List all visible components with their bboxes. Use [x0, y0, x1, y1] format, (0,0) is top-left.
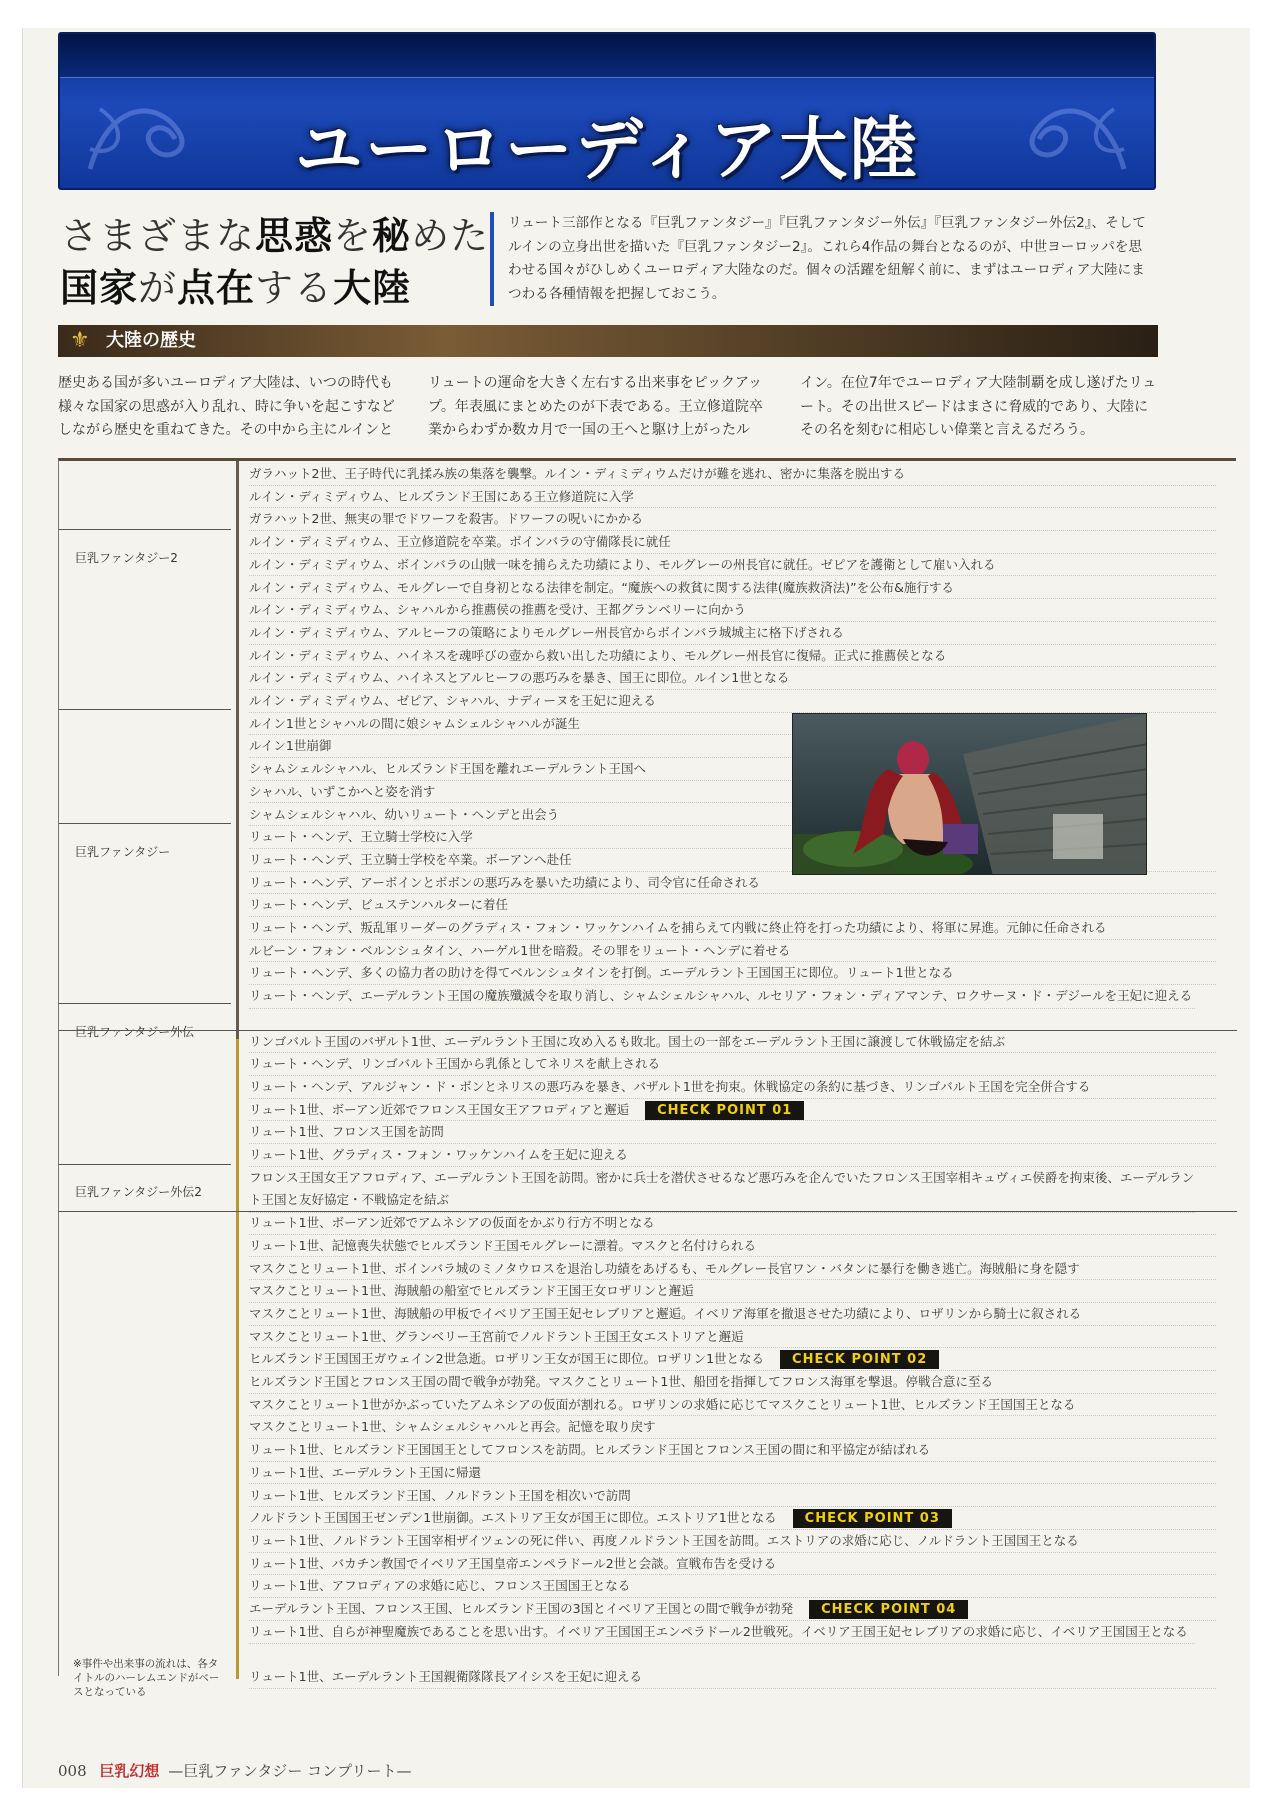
timeline-row	[249, 1462, 1216, 1485]
timeline-row-text: シャムシェルシャハル、幼いリュート・ヘンデと出会う	[249, 806, 560, 822]
timeline-row-text: ルイン・ディミディウム、シャハルから推薦侯の推薦を受け、王都グランベリーに向かう	[249, 602, 746, 618]
timeline-bar-accent	[236, 1039, 239, 1679]
check-point-badge: CHECK POINT 04	[809, 1600, 968, 1619]
timeline-row	[249, 1507, 1216, 1530]
timeline-row-text: シャムシェルシャハル、ヒルズランド王国を離れエーデルラント王国へ	[249, 761, 646, 777]
catchphrase-segment: 秘	[372, 214, 412, 258]
timeline-row-text: リュート1世、エーデルラント王国に帰還	[249, 1464, 481, 1480]
timeline-row-text: リュート・ヘンデ、王立騎士学校に入学	[249, 829, 473, 845]
lead-paragraph: リュート三部作となる『巨乳ファンタジー』『巨乳ファンタジー外伝』『巨乳ファンタジー外伝2』、そしてルインの立身出世を描いた『巨乳ファンタジー2』。これら4作品の舞台となるのが、中世ヨーロッパを思わせる国々がひしめくユーロディア大陸なのだ。個々の活躍を紐解く前に、まずはユーロディア大陸にまつわる各種情報を把握しておこう。	[490, 212, 1155, 306]
banner-top-band	[60, 34, 1154, 78]
check-point-badge: CHECK POINT 02	[780, 1350, 939, 1369]
timeline-row-text: ヒルズランド王国とフロンス王国の間で戦争が勃発。マスクことリュート1世、船団を指揮してフロンス海軍を撃退。停戦合意に至る	[249, 1374, 993, 1389]
timeline-row	[249, 1099, 1216, 1122]
check-point-badge: CHECK POINT 01	[645, 1101, 804, 1120]
timeline-row-text: ルビーン・フォン・ベルンシュタイン、ハーゲル1世を暗殺。その罪をリュート・ヘンデに着せる	[249, 942, 791, 958]
timeline-row	[249, 690, 1216, 713]
timeline-row-text: リュート・ヘンデ、叛乱軍リーダーのグラディス・フォン・ワッケンハイムを捕らえて内戦に終止符を打った功績により、将軍に昇進。元帥に任命される	[249, 920, 1107, 935]
timeline-row-text: ルイン・ディミディウム、アルヒーフの策略によりモルグレー州長官からボインバラ城城主に格下げされる	[249, 624, 844, 640]
title-banner	[58, 32, 1156, 190]
catchphrase-segment: 国家	[60, 266, 139, 310]
timeline-row	[249, 667, 1216, 690]
timeline-row-text: リュート・ヘンデ、リンゴバルト王国から乳係としてネリスを献上される	[249, 1056, 661, 1072]
timeline-row-text: リュート1世、フロンス王国を訪問	[249, 1124, 444, 1140]
timeline-row-text: リュート・ヘンデ、王立騎士学校を卒業。ボーアンへ赴任	[249, 851, 572, 867]
timeline-row-text: リュート・ヘンデ、アーボインとボボンの悪巧みを暴いた功績により、司令官に任命される	[249, 874, 760, 890]
timeline-row	[249, 1076, 1216, 1099]
timeline-row	[249, 531, 1216, 554]
catchphrase-segment: 思惑	[255, 214, 334, 258]
timeline-row	[249, 940, 1216, 963]
section-title: 大陸の歴史	[106, 330, 196, 351]
timeline-row	[249, 554, 1216, 577]
catchphrase-segment: 大陸	[333, 266, 412, 310]
catchphrase-segment: 点在	[177, 266, 256, 310]
illustration-image	[793, 714, 1147, 875]
timeline-row	[249, 1439, 1216, 1462]
intro-column-2: リュートの運命を大きく左右する出来事をピックアップ。年表風にまとめたのが下表である。王立修道院卒業からわずか数カ月で一国の王へと駆け上がったル	[428, 375, 763, 438]
timeline-row	[249, 894, 1216, 917]
timeline-row-text: マスクことリュート1世、シャムシェルシャハルと再会。記憶を取り戻す	[249, 1419, 656, 1435]
timeline-row	[249, 1348, 1216, 1371]
timeline-row	[249, 577, 1216, 600]
timeline-row-text: ルイン・ディミディウム、王立修道院を卒業。ボインバラの守備隊長に就任	[249, 534, 671, 550]
catchphrase-segment: を	[333, 214, 373, 258]
timeline-row-text: ルイン・ディミディウム、ハイネスを魂呼びの壺から救い出した功績により、モルグレー州長官に復帰。正式に推薦侯となる	[249, 647, 947, 663]
timeline-row-text: リュート・ヘンデ、ビュステンハルターに着任	[249, 897, 509, 913]
timeline-row	[249, 1235, 1216, 1258]
timeline-row	[249, 1371, 1216, 1394]
timeline-row	[249, 1553, 1216, 1576]
footer-subtitle: —巨乳ファンタジー コンプリート—	[168, 1762, 412, 1780]
timeline-row	[249, 599, 1216, 622]
timeline-row-text: リュート1世、ノルドラント王国宰相ザイツェンの死に伴い、再度ノルドラント王国を訪問。エストリアの求婚に応じ、ノルドラント王国国王となる	[249, 1532, 1079, 1548]
catchphrase-segment: さまざまな	[60, 214, 256, 258]
row-separator	[59, 1003, 231, 1004]
timeline-row	[249, 1212, 1216, 1235]
timeline-row	[249, 645, 1216, 668]
catchphrase-line-1	[60, 210, 489, 262]
timeline-row-text: マスクことリュート1世、グランベリー王宮前でノルドラント王国王女エストリアと邂逅	[249, 1328, 744, 1344]
illustration	[792, 713, 1147, 875]
timeline-row-text: ガラハット2世、王子時代に乳揉み族の集落を襲撃。ルイン・ディミディウムだけが難を逃れ、密かに集落を脱出する	[249, 466, 905, 481]
title-label: 巨乳ファンタジー外伝	[75, 1025, 195, 1039]
timeline-row	[249, 1303, 1216, 1326]
timeline-row	[249, 1598, 1216, 1621]
section-header	[58, 325, 1158, 357]
row-separator	[59, 823, 231, 824]
timeline-row-text: ガラハット2世、無実の罪でドワーフを殺害。ドワーフの呪いにかかる	[249, 511, 643, 527]
footnote: ※事件や出来事の流れは、各タイトルのハーレムエンドがベースとなっている	[73, 1658, 220, 1698]
timeline-row: フロンス王国女王アフロディア、エーデルラント王国を訪問。密かに兵士を潜伏させるなど悪巧みを企んでいたフロンス王国宰相キュヴィエ侯爵を拘束後、エーデルラント王国と友好協定・不戦協定を結ぶ	[249, 1167, 1195, 1213]
catchphrase-segment: が	[138, 266, 178, 310]
timeline-row	[249, 1485, 1216, 1508]
timeline-row	[249, 1144, 1216, 1167]
page-number: 008	[58, 1762, 87, 1780]
timeline-row	[249, 1031, 1216, 1054]
timeline-row-text: リュート1世、エーデルラント王国親衛隊隊長アイシスを王妃に迎える	[249, 1669, 642, 1685]
timeline-row	[249, 1053, 1216, 1076]
row-separator	[59, 1164, 231, 1165]
timeline-row-text: リュート1世、ボーアン近郊でアムネシアの仮面をかぶり行方不明となる	[249, 1215, 655, 1231]
timeline-row-text: リュート1世、アフロディアの求婚に応じ、フロンス王国国王となる	[249, 1578, 631, 1594]
page-footer	[58, 1760, 412, 1781]
timeline-row-text: リュート1世、ヒルズランド王国、ノルドラント王国を相次いで訪問	[249, 1487, 631, 1503]
row-separator	[59, 709, 231, 710]
title-label: 巨乳ファンタジー	[75, 845, 171, 859]
history-timeline-table	[58, 458, 1236, 1698]
timeline-row-text: リュート1世、グラディス・フォン・ワッケンハイムを王妃に迎える	[249, 1147, 628, 1162]
timeline-row	[249, 1530, 1216, 1553]
intro-column-3: イン。在位7年でユーロディア大陸制覇を成し遂げたリュート。その出世スピードはまさに脅威的であり、大陸にその名を刻むに相応しい偉業と言えるだろう。	[800, 375, 1157, 438]
timeline-row	[249, 1280, 1216, 1303]
timeline-row	[249, 1416, 1216, 1439]
row-separator	[59, 529, 231, 530]
timeline-row-text: リュート1世、ヒルズランド王国国王としてフロンスを訪問。ヒルズランド王国とフロンス王国の間に和平協定が結ばれる	[249, 1442, 931, 1458]
timeline-row-text: ノルドラント王国国王ゼンデン1世崩御。エストリア王女が国王に即位。エストリア1世となる	[249, 1510, 777, 1526]
timeline-row	[249, 463, 1216, 486]
catchphrase-segment: する	[255, 266, 334, 310]
timeline-row	[249, 1394, 1216, 1417]
timeline-row	[249, 917, 1216, 940]
timeline-row-text: エーデルラント王国、フロンス王国、ヒルズランド王国の3国とイベリア王国との間で戦争が勃発	[249, 1601, 794, 1616]
timeline-row-text: ルイン・ディミディウム、モルグレーで自身初となる法律を制定。“魔族への救貧に関する法律(魔族救済法)”を公布&施行する	[249, 579, 954, 595]
timeline-row-text: ルイン1世崩御	[249, 738, 332, 754]
timeline-row-text: マスクことリュート1世がかぶっていたアムネシアの仮面が割れる。ロザリンの求婚に応じてマスクことリュート1世、ヒルズランド王国国王となる	[249, 1396, 1076, 1412]
timeline-bar	[236, 461, 239, 1039]
timeline-row-text: リュート1世、記憶喪失状態でヒルズランド王国モルグレーに漂着。マスクと名付けられる	[249, 1237, 756, 1253]
timeline-row	[249, 962, 1216, 985]
timeline-row-text: リュート1世、バカチン教国でイベリア王国皇帝エンペラドール2世と会談。宣戦布告を受ける	[249, 1555, 777, 1571]
timeline-row: リュート1世、自らが神聖魔族であることを思い出す。イベリア王国国王エンペラドール2世戦死。イベリア王国王妃セレブリアの求婚に応じ、イベリア王国国王となる	[249, 1621, 1195, 1645]
timeline-row-text: ルイン・ディミディウム、ヒルズランド王国にある王立修道院に入学	[249, 488, 634, 504]
timeline-row-text: リュート1世、ボーアン近郊でフロンス王国女王アフロディアと邂逅	[249, 1101, 630, 1117]
timeline-row	[249, 1666, 1216, 1689]
footer-brand: 巨乳幻想	[99, 1762, 160, 1780]
timeline-row-text: ヒルズランド王国国王ガウェイン2世急逝。ロザリン王女が国王に即位。ロザリン1世となる	[249, 1351, 765, 1367]
catchphrase-line-2	[60, 262, 489, 314]
title-label: 巨乳ファンタジー外伝2	[75, 1185, 202, 1199]
catchphrase-segment: めた	[411, 214, 490, 258]
timeline-row	[249, 622, 1216, 645]
timeline-row-text: マスクことリュート1世、ボインバラ城のミノタウロスを退治し功績をあげるも、モルグレー長官ワン・バタンに暴行を働き逃亡。海賊船に身を隠す	[249, 1260, 1080, 1276]
timeline-row-text: ルイン・ディミディウム、ボインバラの山賊一味を捕らえた功績により、モルグレーの州長官に就任。ゼピアを護衛として雇い入れる	[249, 556, 996, 572]
timeline-row-text: シャハル、いずこかへと姿を消す	[249, 783, 436, 799]
timeline-row	[249, 1121, 1216, 1144]
timeline-row-text: マスクことリュート1世、海賊船の船室でヒルズランド王国王女ロザリンと邂逅	[249, 1283, 694, 1299]
catchphrase	[60, 210, 489, 314]
timeline-row-text: ルイン・ディミディウム、ゼピア、シャハル、ナディーヌを王妃に迎える	[249, 693, 656, 708]
timeline-row-text: リンゴバルト王国のバザルト1世、エーデルラント王国に攻め入るも敗北。国土の一部をエーデルラント王国に譲渡して休戦協定を結ぶ	[249, 1033, 1006, 1049]
page-title: ユーローディア大陸	[294, 110, 920, 190]
timeline-row	[249, 1258, 1216, 1281]
fleur-de-lis-icon: ⚜	[70, 328, 90, 353]
timeline-row: リュート・ヘンデ、エーデルラント王国の魔族殲滅令を取り消し、シャムシェルシャハル、ルセリア・フォン・ディアマンテ、ロクサーヌ・ド・デジールを王妃に迎える	[249, 985, 1195, 1009]
check-point-badge: CHECK POINT 03	[793, 1509, 952, 1528]
timeline-row	[249, 1575, 1216, 1598]
timeline-row-text: リュート・ヘンデ、アルジャン・ド・ボンとネリスの悪巧みを暴き、バザルト1世を拘束。休戦協定の条約に基づき、リンゴバルト王国を完全併合する	[249, 1078, 1091, 1094]
title-label: 巨乳ファンタジー2	[75, 551, 178, 565]
intro-column-1: 歴史ある国が多いユーロディア大陸は、いつの時代も様々な国家の思惑が入り乱れ、時に争いを起こすなどしながら歴史を重ねてきた。その中から主にルインと	[58, 375, 395, 438]
timeline-row-text: ルイン・ディミディウム、ハイネスとアルヒーフの悪巧みを暴き、国王に即位。ルイン1世となる	[249, 670, 790, 686]
timeline-row-text: マスクことリュート1世、海賊船の甲板でイベリア王国王妃セレブリアと邂逅。イベリア海軍を撤退させた功績により、ロザリンから騎士に叙される	[249, 1305, 1082, 1321]
timeline-row-text: ルイン1世とシャハルの間に娘シャムシェルシャハルが誕生	[249, 715, 581, 731]
timeline-row	[249, 1326, 1216, 1349]
timeline-row	[249, 508, 1216, 531]
timeline-row-text: リュート・ヘンデ、多くの協力者の助けを得てベルンシュタインを打倒。エーデルラント王国国王に即位。リュート1世となる	[249, 965, 954, 981]
timeline-row	[249, 486, 1216, 509]
